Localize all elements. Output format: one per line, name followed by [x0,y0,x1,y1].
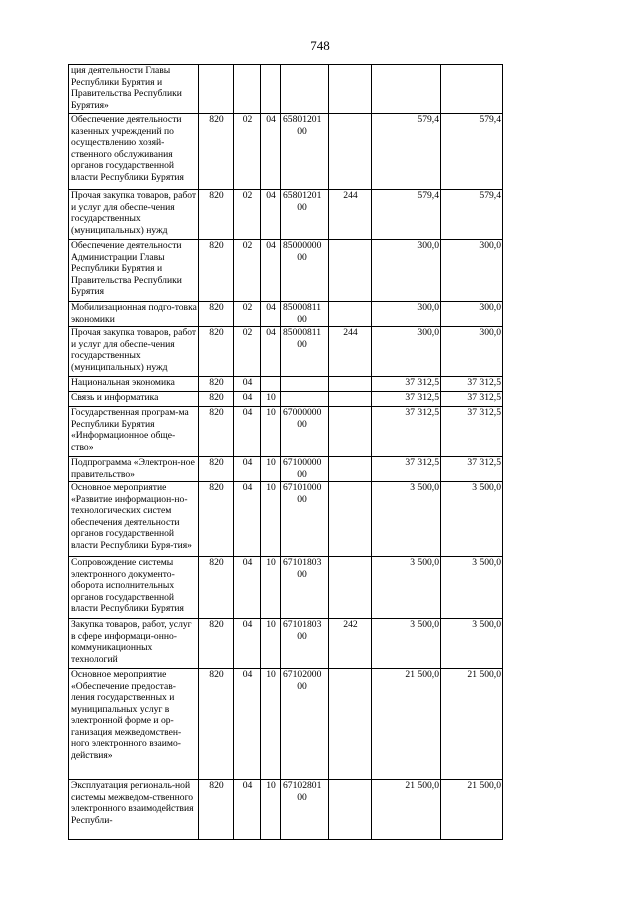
row-expense-type [329,377,372,392]
row-expense-type [329,482,372,557]
row-target-code [281,190,329,240]
row-expense-type [329,780,372,840]
table-row [69,407,577,457]
row-sum-2: 300,0 [441,240,503,302]
target-code-line2: 00 [297,418,307,430]
row-section: 02 [234,240,261,302]
row-sum-1: 21 500,0 [372,780,441,840]
target-code-line2: 00 [297,313,307,325]
row-expense-type [329,302,372,327]
row-ved: 820 [199,407,234,457]
row-name: Основное мероприятие «Развитие информацион-но-технологических систем обеспечения деятельности органов государственной власти Республики Буря-тия» [69,482,199,557]
row-ved [199,65,234,114]
row-name: Сопровождение системы электронного документо-оборота исполнительных органов государственной власти Республики Бурятия [69,557,199,619]
row-section: 04 [234,392,261,407]
target-code-line1: 67000000 [283,407,322,418]
target-code-line1: 67102000 [283,669,322,680]
target-code-line1: 85000000 [283,240,322,251]
row-sum-2: 3 500,0 [441,482,503,557]
page-number: 748 [310,38,330,53]
target-code-line2: 00 [297,568,307,580]
row-target-code [281,377,329,392]
row-sum-1: 579,4 [372,114,441,190]
row-section: 04 [234,669,261,780]
row-sum-1: 3 500,0 [372,619,441,669]
row-target-code [281,302,329,327]
row-ved: 820 [199,302,234,327]
row-section: 04 [234,457,261,482]
row-name: Связь и информатика [69,392,199,407]
target-code-line1: 85000811 [283,327,322,338]
row-section: 04 [234,407,261,457]
target-code-line1: 65801201 [283,114,322,125]
row-name: Подпрограмма «Электрон-ное правительство» [69,457,199,482]
table-row [69,457,577,482]
table-row [69,327,577,377]
row-sum-1: 21 500,0 [372,669,441,780]
row-subsection: 04 [261,240,281,302]
row-name: Национальная экономика [69,377,199,392]
row-section: 04 [234,557,261,619]
row-sum-2 [441,65,503,114]
row-subsection: 10 [261,619,281,669]
row-name: Основное мероприятие «Обеспечение предостав-ления государственных и муниципальных услуг в электронной форме и ор-ганизация межведомствен-ного электронного взаимо-действия» [69,669,199,780]
row-target-code [281,557,329,619]
row-sum-2: 579,4 [441,190,503,240]
row-name: Эксплуатация региональ-ной системы межведом-ственного электронного взаимодействия Республи- [69,780,199,840]
row-ved: 820 [199,557,234,619]
row-ved: 820 [199,377,234,392]
row-expense-type: 242 [329,619,372,669]
row-target-code [281,392,329,407]
target-code-line1: 67101803 [283,557,322,568]
row-name: Обеспечение деятельности казенных учреждений по осуществлению хозяй-ственного обслуживания органов государственной власти Республики Бурятия [69,114,199,190]
row-expense-type [329,392,372,407]
row-expense-type: 244 [329,190,372,240]
row-name: Прочая закупка товаров, работ и услуг для обеспе-чения государственных (муниципальных) нужд [69,190,199,240]
target-code-line1: 67102801 [283,780,322,791]
row-subsection: 04 [261,114,281,190]
row-target-code [281,240,329,302]
row-expense-type [329,407,372,457]
row-sum-1: 300,0 [372,302,441,327]
row-section [234,65,261,114]
row-name: Мобилизационная подго-товка экономики [69,302,199,327]
row-expense-type [329,240,372,302]
row-target-code [281,780,329,840]
row-section: 04 [234,482,261,557]
row-subsection: 10 [261,780,281,840]
row-sum-1: 579,4 [372,190,441,240]
budget-table [68,64,577,840]
row-ved: 820 [199,392,234,407]
row-subsection: 10 [261,557,281,619]
table-row [69,377,577,392]
row-sum-1: 300,0 [372,327,441,377]
row-section: 04 [234,780,261,840]
row-expense-type [329,557,372,619]
target-code-line1: 67101000 [283,482,322,493]
row-ved: 820 [199,457,234,482]
target-code-line1: 65801201 [283,190,322,201]
row-subsection: 10 [261,669,281,780]
row-sum-2: 3 500,0 [441,619,503,669]
row-subsection [261,377,281,392]
row-sum-1: 37 312,5 [372,457,441,482]
row-subsection: 04 [261,302,281,327]
table-row [69,392,577,407]
row-expense-type [329,65,372,114]
row-sum-2: 37 312,5 [441,377,503,392]
row-subsection: 10 [261,457,281,482]
row-section: 04 [234,377,261,392]
target-code-line2: 00 [297,630,307,642]
table-row [69,557,577,619]
row-sum-1: 3 500,0 [372,482,441,557]
row-sum-2: 300,0 [441,327,503,377]
row-ved: 820 [199,190,234,240]
target-code-line1: 85000811 [283,302,322,313]
row-sum-1: 37 312,5 [372,407,441,457]
target-code-line2: 00 [297,201,307,213]
row-target-code [281,114,329,190]
row-sum-2: 3 500,0 [441,557,503,619]
table-row [69,114,577,190]
table-row [69,190,577,240]
row-target-code [281,669,329,780]
row-section: 04 [234,619,261,669]
row-sum-1: 300,0 [372,240,441,302]
table-row [69,619,577,669]
target-code-line1: 67101803 [283,619,322,630]
row-ved: 820 [199,482,234,557]
row-subsection: 04 [261,327,281,377]
target-code-line2: 00 [297,251,307,263]
table-row [69,482,577,557]
row-name: ция деятельности Главы Республики Бурятия и Правительства Республики Бурятия» [69,65,199,114]
target-code-line2: 00 [297,493,307,505]
table-row [69,302,577,327]
row-sum-1: 37 312,5 [372,392,441,407]
target-code-line2: 00 [297,680,307,692]
row-subsection: 10 [261,482,281,557]
row-expense-type [329,457,372,482]
row-name: Государственная програм-ма Республики Бурятия «Информационное обще-ство» [69,407,199,457]
row-sum-2: 37 312,5 [441,392,503,407]
target-code-line1: 67100000 [283,457,322,468]
row-sum-1: 3 500,0 [372,557,441,619]
row-sum-2: 300,0 [441,302,503,327]
row-target-code [281,482,329,557]
row-expense-type [329,669,372,780]
row-sum-2: 37 312,5 [441,457,503,482]
table-body [69,65,577,840]
target-code-line2: 00 [297,791,307,803]
row-expense-type [329,114,372,190]
row-subsection: 04 [261,190,281,240]
row-target-code [281,407,329,457]
row-ved: 820 [199,327,234,377]
row-ved: 820 [199,240,234,302]
row-subsection [261,65,281,114]
row-ved: 820 [199,619,234,669]
row-sum-1: 37 312,5 [372,377,441,392]
row-sum-2: 21 500,0 [441,780,503,840]
row-subsection: 10 [261,392,281,407]
table-row [69,240,577,302]
target-code-line2: 00 [297,338,307,350]
row-section: 02 [234,327,261,377]
row-ved: 820 [199,114,234,190]
target-code-line2: 00 [297,125,307,137]
row-name: Прочая закупка товаров, работ и услуг для обеспе-чения государственных (муниципальных) нужд [69,327,199,377]
table-row [69,65,577,114]
row-name: Закупка товаров, работ, услуг в сфере информаци-онно-коммуникационных технологий [69,619,199,669]
row-sum-2: 37 312,5 [441,407,503,457]
row-section: 02 [234,190,261,240]
row-target-code [281,327,329,377]
table-row [69,669,577,780]
target-code-line2: 00 [297,468,307,480]
row-subsection: 10 [261,407,281,457]
row-expense-type: 244 [329,327,372,377]
row-section: 02 [234,114,261,190]
table-row [69,780,577,840]
row-sum-2: 21 500,0 [441,669,503,780]
row-target-code [281,65,329,114]
row-target-code [281,457,329,482]
row-name: Обеспечение деятельности Администрации Главы Республики Бурятия и Правительства Республики Бурятия [69,240,199,302]
row-sum-2: 579,4 [441,114,503,190]
row-ved: 820 [199,780,234,840]
row-target-code [281,619,329,669]
row-sum-1 [372,65,441,114]
row-ved: 820 [199,669,234,780]
row-section: 02 [234,302,261,327]
